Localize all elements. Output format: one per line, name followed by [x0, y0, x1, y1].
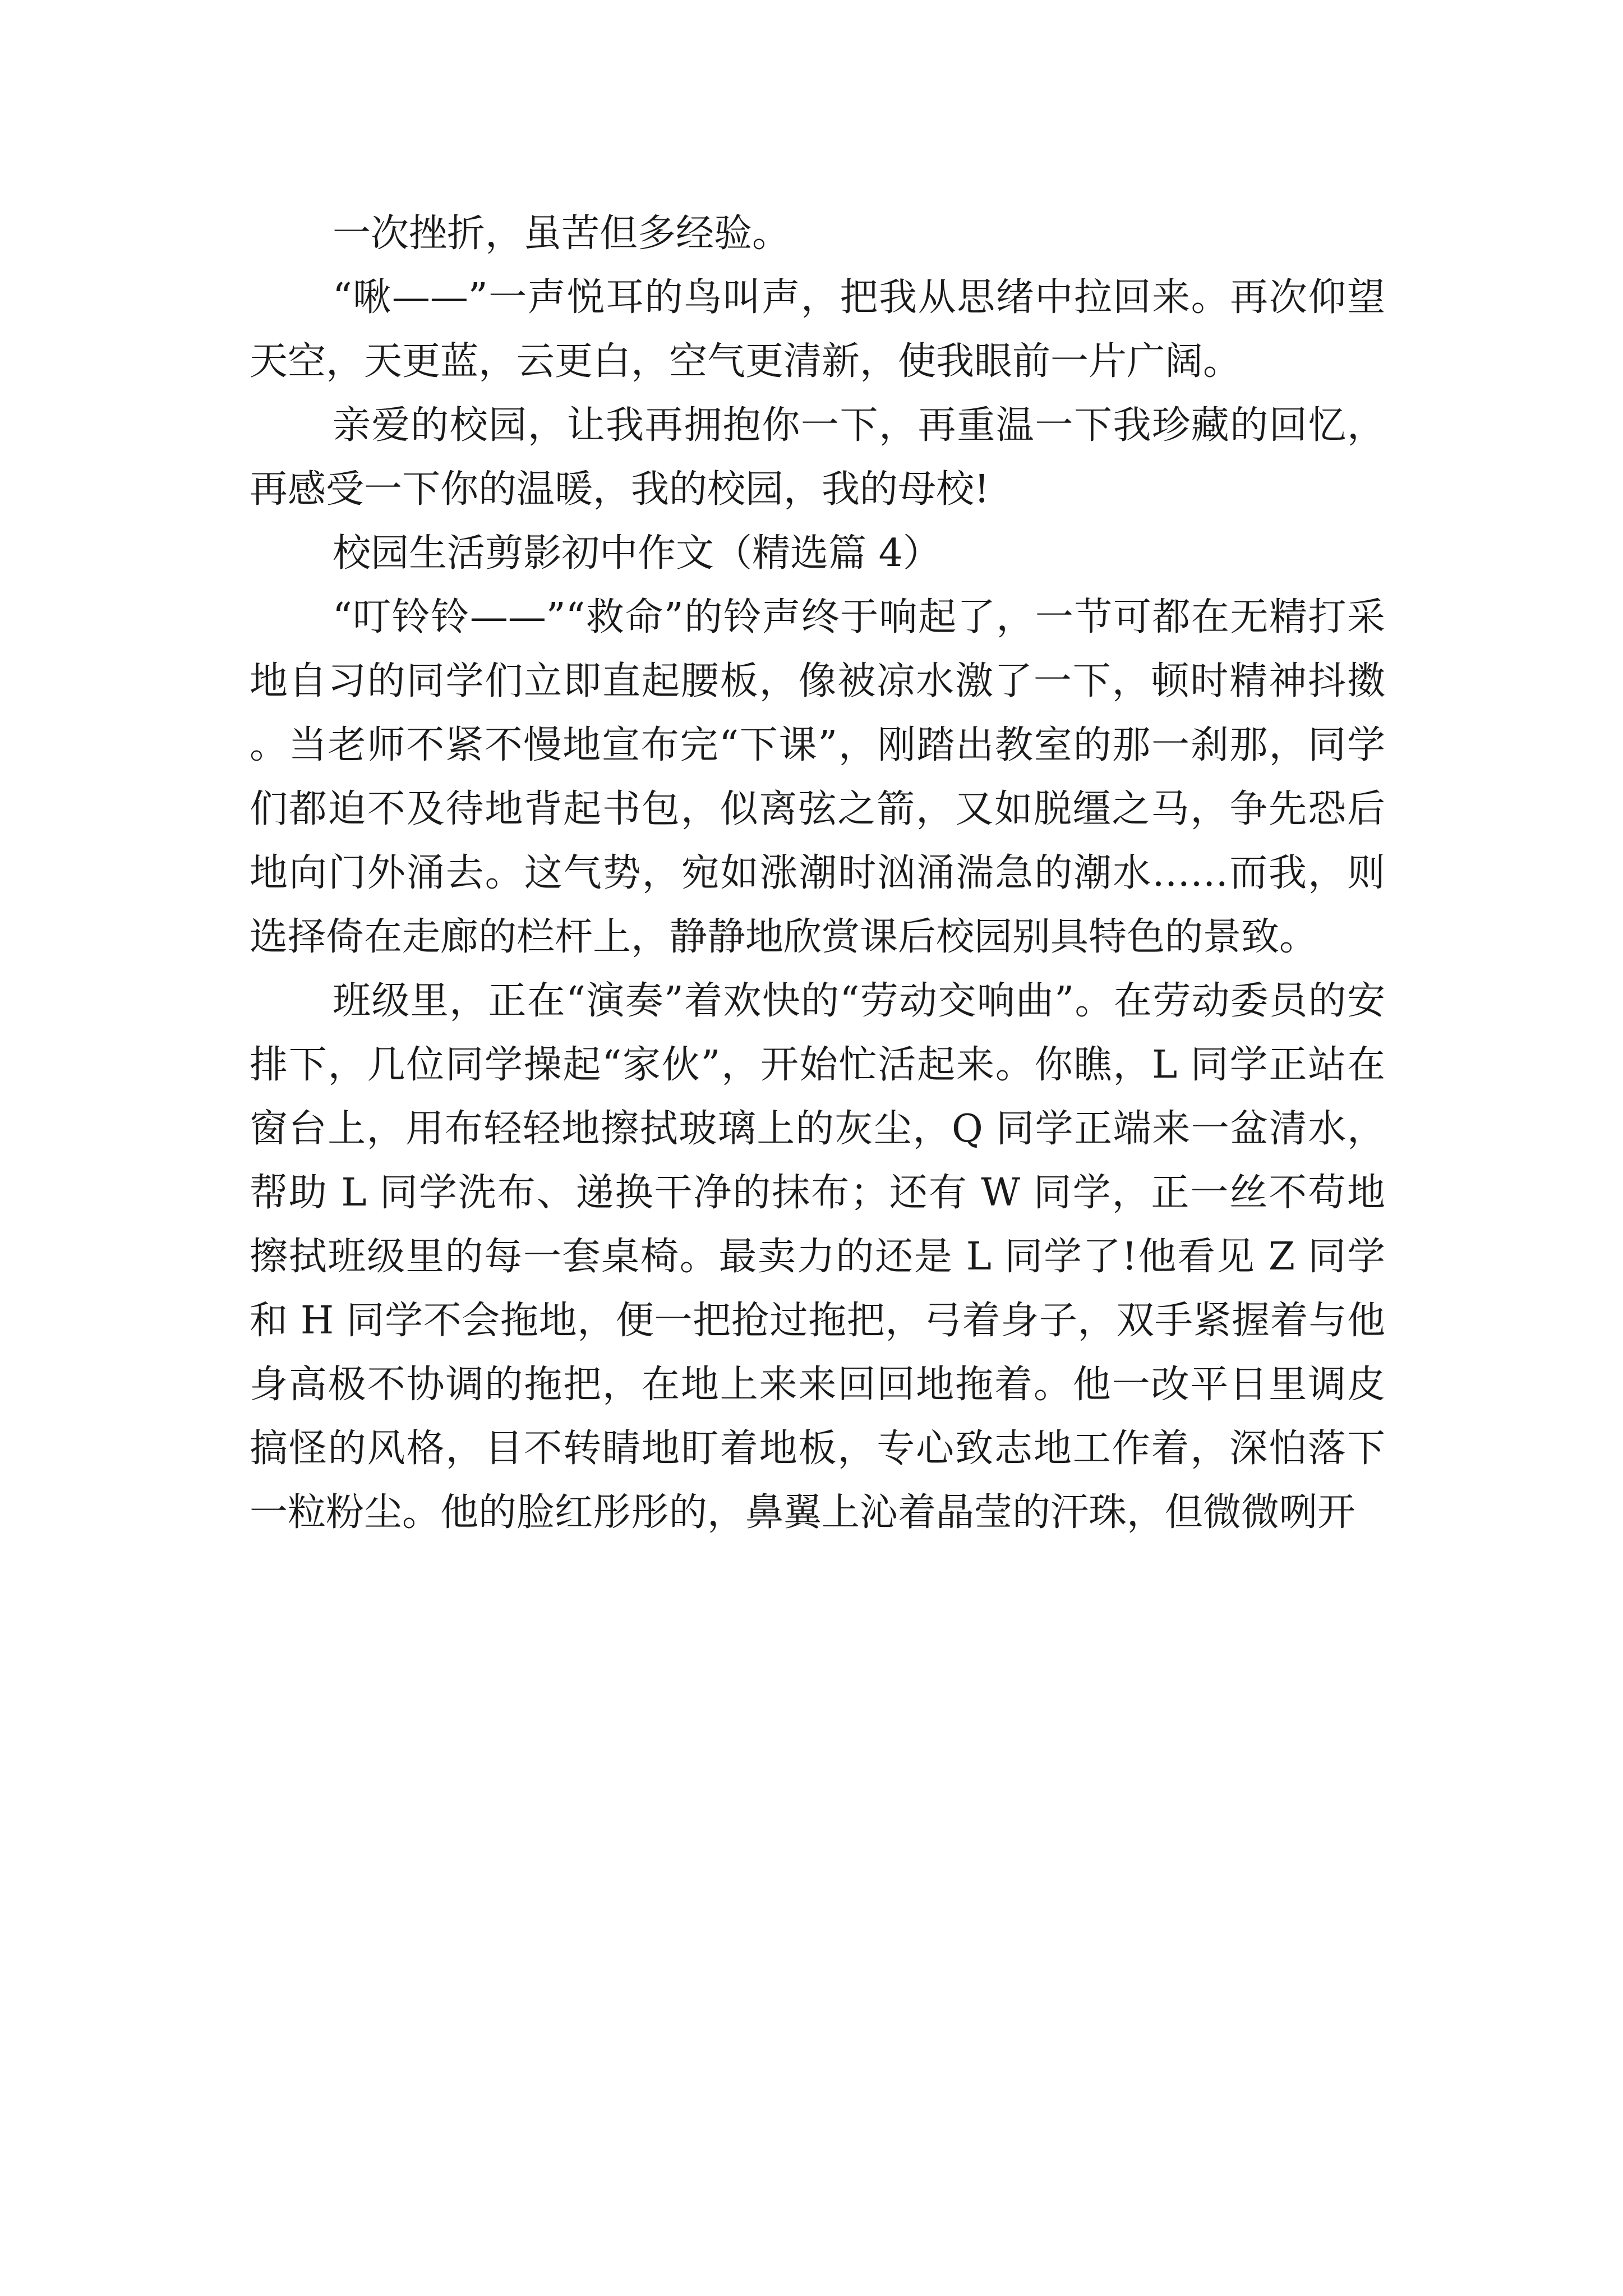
section-heading: 校园生活剪影初中作文（精选篇 4） — [333, 531, 941, 576]
paragraph-1: 一次挫折，虽苦但多经验。 — [333, 211, 791, 256]
paragraph-3: 亲爱的校园，让我再拥抱你一下，再重温一下我珍藏的回忆，再感受一下你的温暖，我的校园，我的母校! — [250, 403, 1385, 512]
paragraph-2: “啾——”一声悦耳的鸟叫声，把我从思绪中拉回来。再次仰望天空，天更蓝，云更白，空气更清新，使我眼前一片广阔。 — [250, 275, 1385, 384]
document-body — [250, 202, 1385, 1545]
paragraph-4: “叮铃铃——”“救命”的铃声终于响起了，一节可都在无精打采地自习的同学们立即直起腰板，像被凉水激了一下，顿时精神抖擞。当老师不紧不慢地宣布完“下课”，刚踏出教室的那一刹那，同学们都迫不及待地背起书包，似离弦之箭，又如脱缰之马，争先恐后地向门外涌去。这气势，宛如涨潮时汹涌湍急的潮水……而我，则选择倚在走廊的栏杆上，静静地欣赏课后校园别具特色的景致。 — [250, 595, 1385, 959]
paragraph-5: 班级里，正在“演奏”着欢快的“劳动交响曲”。在劳动委员的安排下，几位同学操起“家伙”，开始忙活起来。你瞧，L 同学正站在窗台上，用布轻轻地擦拭玻璃上的灰尘，Q 同学正端来一盆清水，帮助 L 同学洗布、递换干净的抹布；还有 W 同学，正一丝不苟地擦拭班级里的每一套桌椅。最卖力的还是 L 同学了!他看见 Z 同学和 H 同学不会拖地，便一把抢过拖把，弓着身子，双手紧握着与他身高极不协调的拖把，在地上来来回回地拖着。他一改平日里调皮搞怪的风格，目不转睛地盯着地板，专心致志地工作着，深怕落下一粒粉尘。他的脸红彤彤的，鼻翼上沁着晶莹的汗珠，但微微咧开 — [250, 979, 1385, 1535]
